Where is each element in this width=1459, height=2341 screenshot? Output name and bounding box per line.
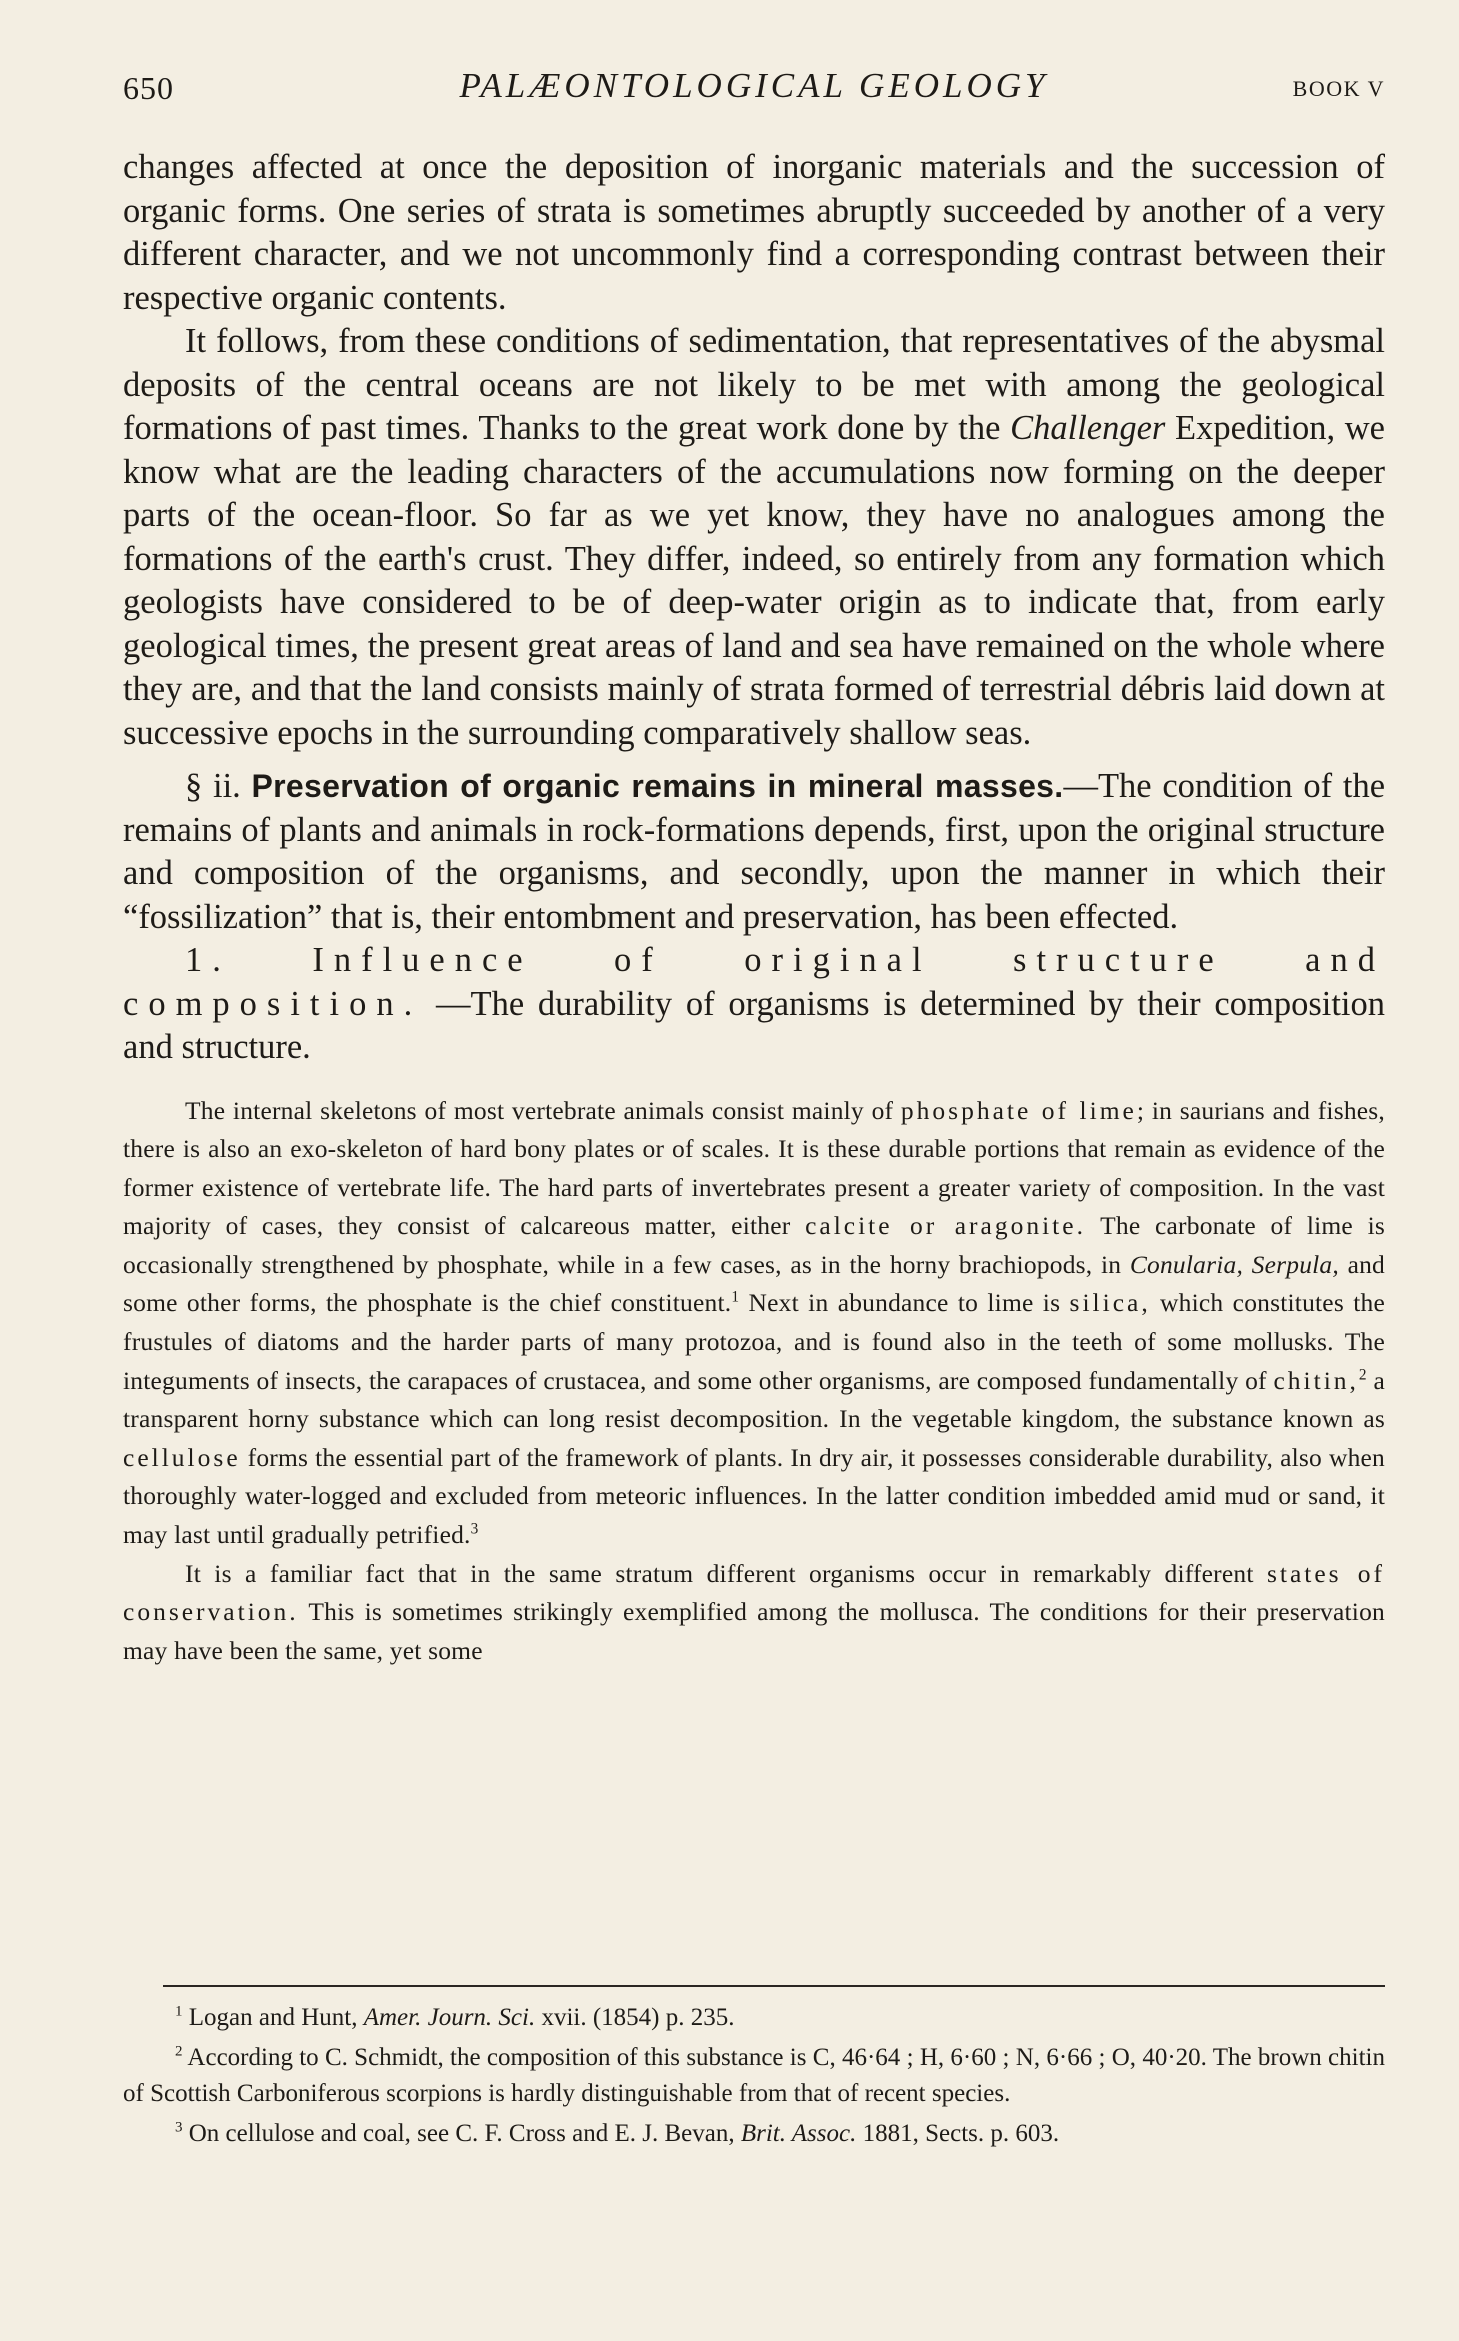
section-heading: Preservation of organic remains in mineral masses.	[251, 768, 1064, 804]
genera-names: Conularia, Serpula,	[1129, 1249, 1339, 1279]
term-silica: silica,	[1069, 1288, 1151, 1318]
page-number: 650	[123, 70, 174, 106]
footnote-3: $^3$ On cellulose and coal, see C. F. Cross and E. J. Bevan, Brit. Assoc. 1881, Sects. p. 603.	[175, 2119, 1060, 2147]
paragraph-abysmal-deposits: It follows, from these conditions of sedimentation, that representatives of the abysmal deposits of the central oceans are not likely to be met with among the geological formations of past times. Thanks to the great work done by the Challenger Expedition, we know what are the leading characters of the accumulations now forming on the deeper parts of the ocean-floor. So far as we yet know, they have no analogues among the formations of the earth's crust. They differ, indeed, so entirely from any formation which geologists have considered to be of deep-water origin as to indicate that, from early geological times, the present great areas of land and sea have remained on the whole where they are, and that the land consists mainly of strata formed of terrestrial débris laid down at successive epochs in the surrounding comparatively shallow seas.	[123, 322, 1385, 752]
running-title: PALÆONTOLOGICAL GEOLOGY	[459, 66, 1049, 105]
paragraph-skeletons: The internal skeletons of most vertebrate animals consist mainly of phosphate of lime; in saurians and fishes, there is also an exo-skeleton of hard bony plates or of scales. It is these durable portions that remain as evidence of the former existence of vertebrate life. The hard parts of invertebrates present a greater variety of composition. In the vast majority of cases, they consist of calcareous matter, either calcite or aragonite. The carbonate of lime is occasionally strengthened by phosphate, while in a few cases, as in the horny brachiopods, in Conularia, Serpula, and some other forms, the phosphate is the chief constituent.$^1$ Next in abundance to lime is silica, which constitutes the frustules of diatoms and the harder parts of many protozoa, and is found also in the teeth of some mollusks. The integuments of insects, the carapaces of crustacea, and some other organisms, are composed fundamentally of chitin,$^2$ a transparent horny substance which can long resist decomposition. In the vegetable kingdom, the substance known as cellulose forms the essential part of the framework of plants. In dry air, it possesses considerable durability, also when thoroughly water-logged and excluded from meteoric influences. In the latter condition imbedded amid mud or sand, it may last until gradually petrified.$^3$	[123, 1095, 1386, 1550]
paragraph-preservation: § ii. Preservation of organic remains in mineral masses.—The condition of the remains of plants and animals in rock-formations depends, first, upon the original structure and composition of the organisms, and secondly, upon the manner in which their “fossilization” that is, their entombment and preservation, has been effected.	[123, 767, 1386, 936]
paragraph-changes: changes affected at once the deposition of inorganic materials and the succession of organic forms. One series of strata is sometimes abruptly succeeded by another of a very different character, and we not uncommonly find a corresponding contrast between their respective organic contents.	[123, 148, 1385, 317]
term-conservation: states of conservation.	[123, 1558, 1385, 1627]
footnote-ref-1: 1	[731, 1288, 740, 1306]
ship-name: Challenger	[1010, 409, 1166, 447]
footnote-2: $^2$ According to C. Schmidt, the composition of this substance is C, 46·64 ; H, 6·60 ; N, 6·66 ; O, 40·20. The brown chitin of Scottish Carboniferous scorpions is hardly distinguishable from that of recent species.	[123, 2043, 1385, 2107]
footnote-1: $^1$ Logan and Hunt, Amer. Journ. Sci. xvii. (1854) p. 235.	[175, 2003, 735, 2031]
running-header	[123, 62, 1385, 114]
term-chitin: chitin,	[1273, 1365, 1359, 1395]
term-phosphate: phosphate of lime	[900, 1095, 1137, 1125]
section-mark: § ii.	[185, 767, 241, 805]
footnote-ref-2: 2	[1358, 1366, 1367, 1384]
subsection-heading: 1. Influence of original structure and composition.	[123, 941, 1385, 1023]
term-cellulose: cellulose	[123, 1442, 241, 1472]
footnotes	[123, 2000, 1385, 2152]
book-label: BOOK V	[1292, 76, 1385, 101]
main-text	[123, 146, 1385, 1670]
term-calcite: calcite or aragonite.	[805, 1211, 1086, 1241]
paragraph-conservation: It is a familiar fact that in the same stratum different organisms occur in remarkably different states of conservation. This is sometimes strikingly exemplified among the mollusca. The conditions for their preservation may have been the same, yet some	[123, 1558, 1385, 1665]
paragraph-influence: 1. Influence of original structure and composition. —The durability of organisms is determined by their composition and structure.	[123, 941, 1386, 1066]
footnote-divider	[163, 1985, 1385, 1987]
footnote-ref-3: 3	[470, 1520, 479, 1538]
